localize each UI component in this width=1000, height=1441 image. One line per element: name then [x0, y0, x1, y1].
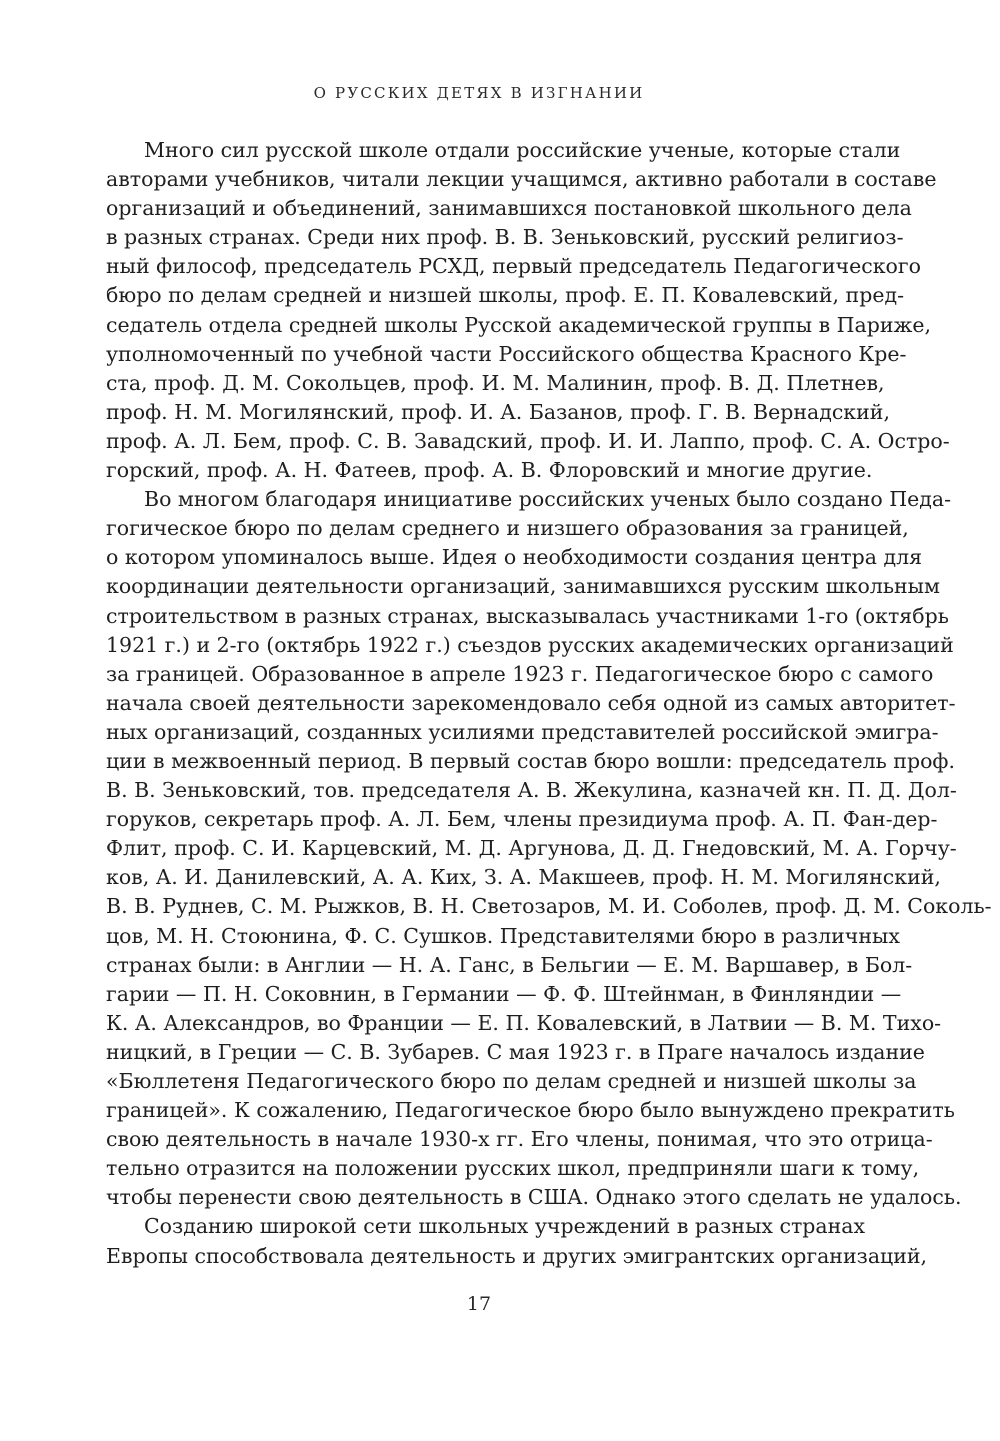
paragraph [106, 485, 992, 1212]
text-line: 1921 г.) и 2-го (октябрь 1922 г.) съездов русских академических организаций [106, 632, 954, 657]
paragraph [106, 136, 950, 485]
text-line: В. В. Руднев, С. М. Рыжков, В. Н. Светозаров, М. И. Соболев, проф. Д. М. Соколь- [106, 894, 992, 919]
text-line: гарии — П. Н. Соковнин, в Германии — Ф. Ф. Штейнман, в Финляндии — [106, 981, 902, 1006]
text-line: проф. А. Л. Бем, проф. С. В. Завадский, проф. И. И. Лаппо, проф. С. А. Остро- [106, 428, 950, 453]
text-line: тельно отразится на положении русских школ, предприняли шаги к тому, [106, 1156, 920, 1181]
text-line: странах были: в Англии — Н. А. Ганс, в Бельгии — Е. М. Варшавер, в Бол- [106, 952, 913, 977]
page-number: 17 [466, 1293, 492, 1315]
text-line: строительством в разных странах, высказывалась участниками 1-го (октябрь [106, 603, 949, 628]
text-line: ста, проф. Д. М. Сокольцев, проф. И. М. Малинин, проф. В. Д. Плетнев, [106, 370, 885, 395]
text-line: ции в межвоенный период. В первый состав бюро вошли: председатель проф. [106, 748, 955, 773]
text-line: Во многом благодаря инициативе российских ученых было создано Педа- [144, 487, 952, 512]
text-line: границей». К сожалению, Педагогическое бюро было вынуждено прекратить [106, 1098, 955, 1123]
text-line: Много сил русской школе отдали российские ученые, которые стали [144, 138, 901, 162]
text-line: седатель отдела средней школы Русской академической группы в Париже, [106, 312, 932, 337]
text-line: Созданию широкой сети школьных учреждений в разных странах [144, 1214, 866, 1239]
text-line: ков, А. И. Данилевский, А. А. Ких, З. А. Макшеев, проф. Н. М. Могилянский, [106, 865, 941, 890]
text-line: свою деятельность в начале 1930-х гг. Его члены, понимая, что это отрица- [106, 1127, 933, 1152]
text-line: начала своей деятельности зарекомендовало себя одной из самых авторитет- [106, 690, 956, 715]
text-line: ных организаций, созданных усилиями представителей российской эмигра- [106, 719, 939, 744]
text-line: В. В. Зеньковский, тов. председателя А. В. Жекулина, казначей кн. П. Д. Дол- [106, 778, 957, 803]
text-line: К. А. Александров, во Франции — Е. П. Ковалевский, в Латвии — В. М. Тихо- [106, 1010, 942, 1035]
text-line: ницкий, в Греции — С. В. Зубарев. С мая 1923 г. в Праге началось издание [106, 1039, 925, 1064]
text-line: координации деятельности организаций, занимавшихся русским школьным [106, 574, 940, 599]
text-line: гогическое бюро по делам среднего и низшего образования за границей, [106, 516, 909, 541]
text-line: авторами учебников, читали лекции учащимся, активно работали в составе [106, 167, 937, 192]
text-line: горуков, секретарь проф. А. Л. Бем, члены президиума проф. А. П. Фан-дер- [106, 807, 938, 832]
text-line: «Бюллетеня Педагогического бюро по делам средней и низшей школы за [106, 1069, 917, 1093]
text-line: чтобы перенести свою деятельность в США. Однако этого сделать не удалось. [106, 1185, 962, 1210]
text-line: ный философ, председатель РСХД, первый председатель Педагогического [106, 254, 921, 279]
text-line: за границей. Образованное в апреле 1923 г. Педагогическое бюро с самого [106, 661, 934, 686]
text-line: уполномоченный по учебной части Российского общества Красного Кре- [106, 341, 907, 366]
body-text [106, 136, 992, 1271]
text-line: горский, проф. А. Н. Фатеев, проф. А. В. Флоровский и многие другие. [106, 458, 873, 483]
text-line: о котором упоминалось выше. Идея о необходимости создания центра для [106, 545, 923, 570]
text-line: цов, М. Н. Стоюнина, Ф. С. Сушков. Представителями бюро в различных [106, 923, 900, 948]
paragraph [106, 1212, 928, 1270]
text-line: Европы способствовала деятельность и других эмигрантских организаций, [106, 1243, 928, 1268]
text-line: в разных странах. Среди них проф. В. В. Зеньковский, русский религиоз- [106, 225, 904, 250]
running-head: О РУССКИХ ДЕТЯХ В ИЗГНАНИИ [313, 84, 645, 102]
text-line: бюро по делам средней и низшей школы, проф. Е. П. Ковалевский, пред- [106, 283, 905, 308]
text-line: проф. Н. М. Могилянский, проф. И. А. Базанов, проф. Г. В. Вернадский, [106, 399, 890, 424]
text-line: Флит, проф. С. И. Карцевский, М. Д. Аргунова, Д. Д. Гнедовский, М. А. Горчу- [106, 836, 957, 861]
text-line: организаций и объединений, занимавшихся постановкой школьного дела [106, 196, 912, 221]
